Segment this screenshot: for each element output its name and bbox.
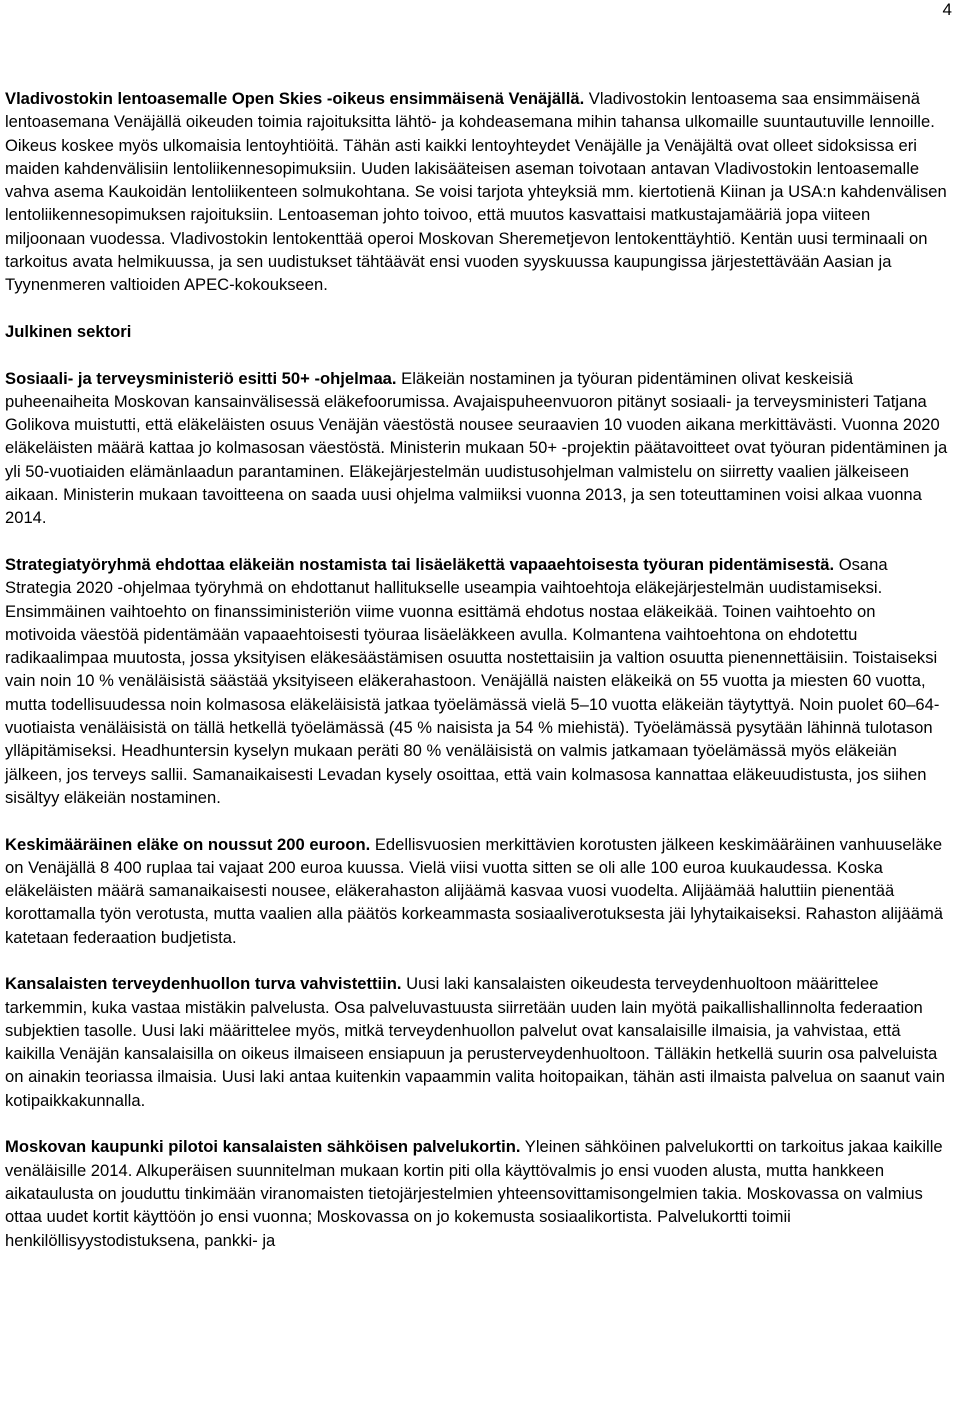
page-number: 4	[942, 0, 952, 19]
news-item-headline: Vladivostokin lentoasemalle Open Skies -oikeus ensimmäisenä Venäjällä.	[5, 89, 585, 108]
news-item-text: Vladivostokin lentoasema saa ensimmäisenä lentoasemana Venäjällä oikeuden toimia rajoituksitta lähtö- ja kohdeasemana mihin tahansa ulkomaille suuntautuville lennoille. Oikeus koskee myös ulkomaisia lentoyhtiöitä. Tähän asti kaikki lentoyhteydet Venäjälle ja Venäjältä ovat olleet sidoksissa eri maiden kahdenvälisiin lentoliikennesopimuksiin. Uuden lakisääteisen aseman toivotaan antavan Vladivostokin lentoasemalle vahva asema Kaukoidän lentoliikenteen solmukohtana. Se voisi tarjota yhteyksiä mm. kiertotienä Kiinan ja USA:n kahdenvälisen lentoliikennesopimuksen rajoituksiin. Lentoaseman johto toivoo, että muutos kasvattaisi matkustajamääriä jopa viiteen miljoonaan vuodessa. Vladivostokin lentokenttää operoi Moskovan Sheremetjevon lentokenttäyhtiö. Kentän uusi terminaali on tarkoitus avata helmikuussa, ja sen uudistukset tähtäävät ensi vuoden syyskuussa kaupungissa järjestettävään Aasian ja Tyynenmeren valtioiden APEC-kokoukseen.	[5, 89, 947, 295]
news-item-text: Uusi laki kansalaisten oikeudesta terveydenhuoltoon määrittelee tarkemmin, kuka vastaa mistäkin palvelusta. Osa palveluvastuusta siirretään uuden lain myötä paikallishallinnolta federaation subjektien tasolle. Uusi laki määrittelee myös, mitkä terveydenhuollon palvelut ovat kansalaisille ilmaisia, ja vahvistaa, että kaikilla Venäjän kansalaisilla on oikeus ilmaiseen ensiapuun ja perusterveydenhuoltoon. Tälläkin hetkellä suurin osa palveluista on ainakin teoriassa ilmaisia. Uusi laki antaa kuitenkin vapaammin valita hoitopaikan, tähän asti ilmaista palvelua on saanut vain kotipaikkakunnalla.	[5, 974, 945, 1110]
news-item-text: Edellisvuosien merkittävien korotusten jälkeen keskimääräinen vanhuuseläke on Venäjällä 8 400 ruplaa tai vajaat 200 euroa kuussa. Vielä viisi vuotta sitten se oli alle 100 euroa kuukaudessa. Koska eläkeläisten määrä samanaikaisesti nousee, eläkerahaston alijäämä kasvaa vuosi vuodelta. Alijäämää haluttiin pienentää korottamalla työn verotusta, mutta vaalien alla päätös korkeammasta sosiaaliverotuksesta jäi lyhytaikaiseksi. Rahaston alijäämä katetaan federaation budjetista.	[5, 834, 944, 947]
news-item-headline: Moskovan kaupunki pilotoi kansalaisten sähköisen palvelukortin.	[5, 1137, 521, 1157]
news-item-service-card	[5, 1135, 951, 1251]
news-item-headline: Strategiatyöryhmä ehdottaa eläkeiän nostamista tai lisäeläkettä vapaaehtoisesta työuran pidentämisestä.	[5, 554, 835, 574]
news-item-headline: Kansalaisten terveydenhuollon turva vahvistettiin.	[5, 974, 402, 994]
document-body	[5, 87, 951, 1275]
news-item-headline: Keskimääräinen eläke on noussut 200 euroon.	[5, 834, 371, 854]
section-heading: Julkinen sektori	[5, 321, 132, 341]
news-item-retirement-age	[5, 553, 951, 809]
news-item-healthcare-law	[5, 972, 951, 1112]
news-item-headline: Sosiaali- ja terveysministeriö esitti 50+ -ohjelmaa.	[5, 368, 397, 388]
news-item-average-pension	[5, 833, 951, 949]
news-item-vladivostok-airport	[5, 87, 951, 297]
news-item-50plus-program	[5, 367, 951, 530]
news-item-text: Osana Strategia 2020 -ohjelmaa työryhmä on ehdottanut hallitukselle useampia vaihtoehtoja eläkejärjestelmän uudistamiseksi. Ensimmäinen vaihtoehto on finanssiministeriön viime vuonna esittämä ehdotus nostaa eläkeikää. Toinen vaihtoehto on motivoida väestöä pidentämään vapaaehtoisesti työuraa lisäeläkkeen avulla. Kolmantena vaihtoehtona on ehdotettu radikaalimpaa muutosta, jossa yksityisen eläkesäästämisen osuutta nostettaisiin ja valtion osuutta pienennettäisiin. Toistaiseksi vain noin 10 % venäläisistä säästää yksityiseen eläkerahastoon. Venäjällä naisten eläkeikä on 55 vuotta ja miesten 60 vuotta, mutta todellisuudessa noin kolmasosa eläkeläisistä jatkaa työelämässä vielä 5–10 vuotta eläkeiän täytyttyä. Noin puolet 60–64-vuotiaista venäläisistä on tällä hetkellä työelämässä (45 % naisista ja 54 % miehistä). Työelämässä pysytään lähinnä tulotason ylläpitämiseksi. Headhuntersin kyselyn mukaan peräti 80 % venäläisistä on valmis jatkamaan työelämässä myös eläkeiän jälkeen, jos terveys sallii. Samanaikaisesti Levadan kysely osoittaa, että vain kolmasosa kannattaa eläkeuudistusta, jos siihen sisältyy eläkeiän nostaminen.	[5, 554, 940, 807]
news-item-text: Yleinen sähköinen palvelukortti on tarkoitus jakaa kaikille venäläisille 2014. Alkuperäisen suunnitelman mukaan kortin piti olla käyttövalmis jo ensi vuoden alusta, mutta hankkeen aikataulusta on jouduttu tinkimään viranomaisten tietojärjestelmien yhteensovittamisongelmien takia. Moskovassa on valmius ottaa uudet kortit käyttöön jo ensi vuonna; Moskovassa on jo kokemusta sosiaalikortista. Palvelukortti toimii henkilöllisyystodistuksena, pankki- ja	[5, 1137, 943, 1250]
news-item-text: Eläkeiän nostaminen ja työuran pidentäminen olivat keskeisiä puheenaiheita Moskovan kansainvälisessä eläkefoorumissa. Avajaispuheenvuoron pitänyt sosiaali- ja terveysministeri Tatjana Golikova muistutti, että eläkeläisten osuus Venäjän väestöstä nousee seuraavien 10 vuoden aikana merkittävästi. Vuonna 2020 eläkeläisten määrä kattaa jo kolmasosan väestöstä. Ministerin mukaan 50+ -projektin päätavoitteet ovat työuran pidentäminen ja yli 50-vuotiaiden elämänlaadun parantaminen. Eläkejärjestelmän uudistusohjelman valmistelu on siirretty vaalien jälkeiseen aikaan. Ministerin mukaan tavoitteena on saada uusi ohjelma valmiiksi vuonna 2013, ja sen toteuttaminen voisi alkaa vuonna 2014.	[5, 368, 948, 528]
